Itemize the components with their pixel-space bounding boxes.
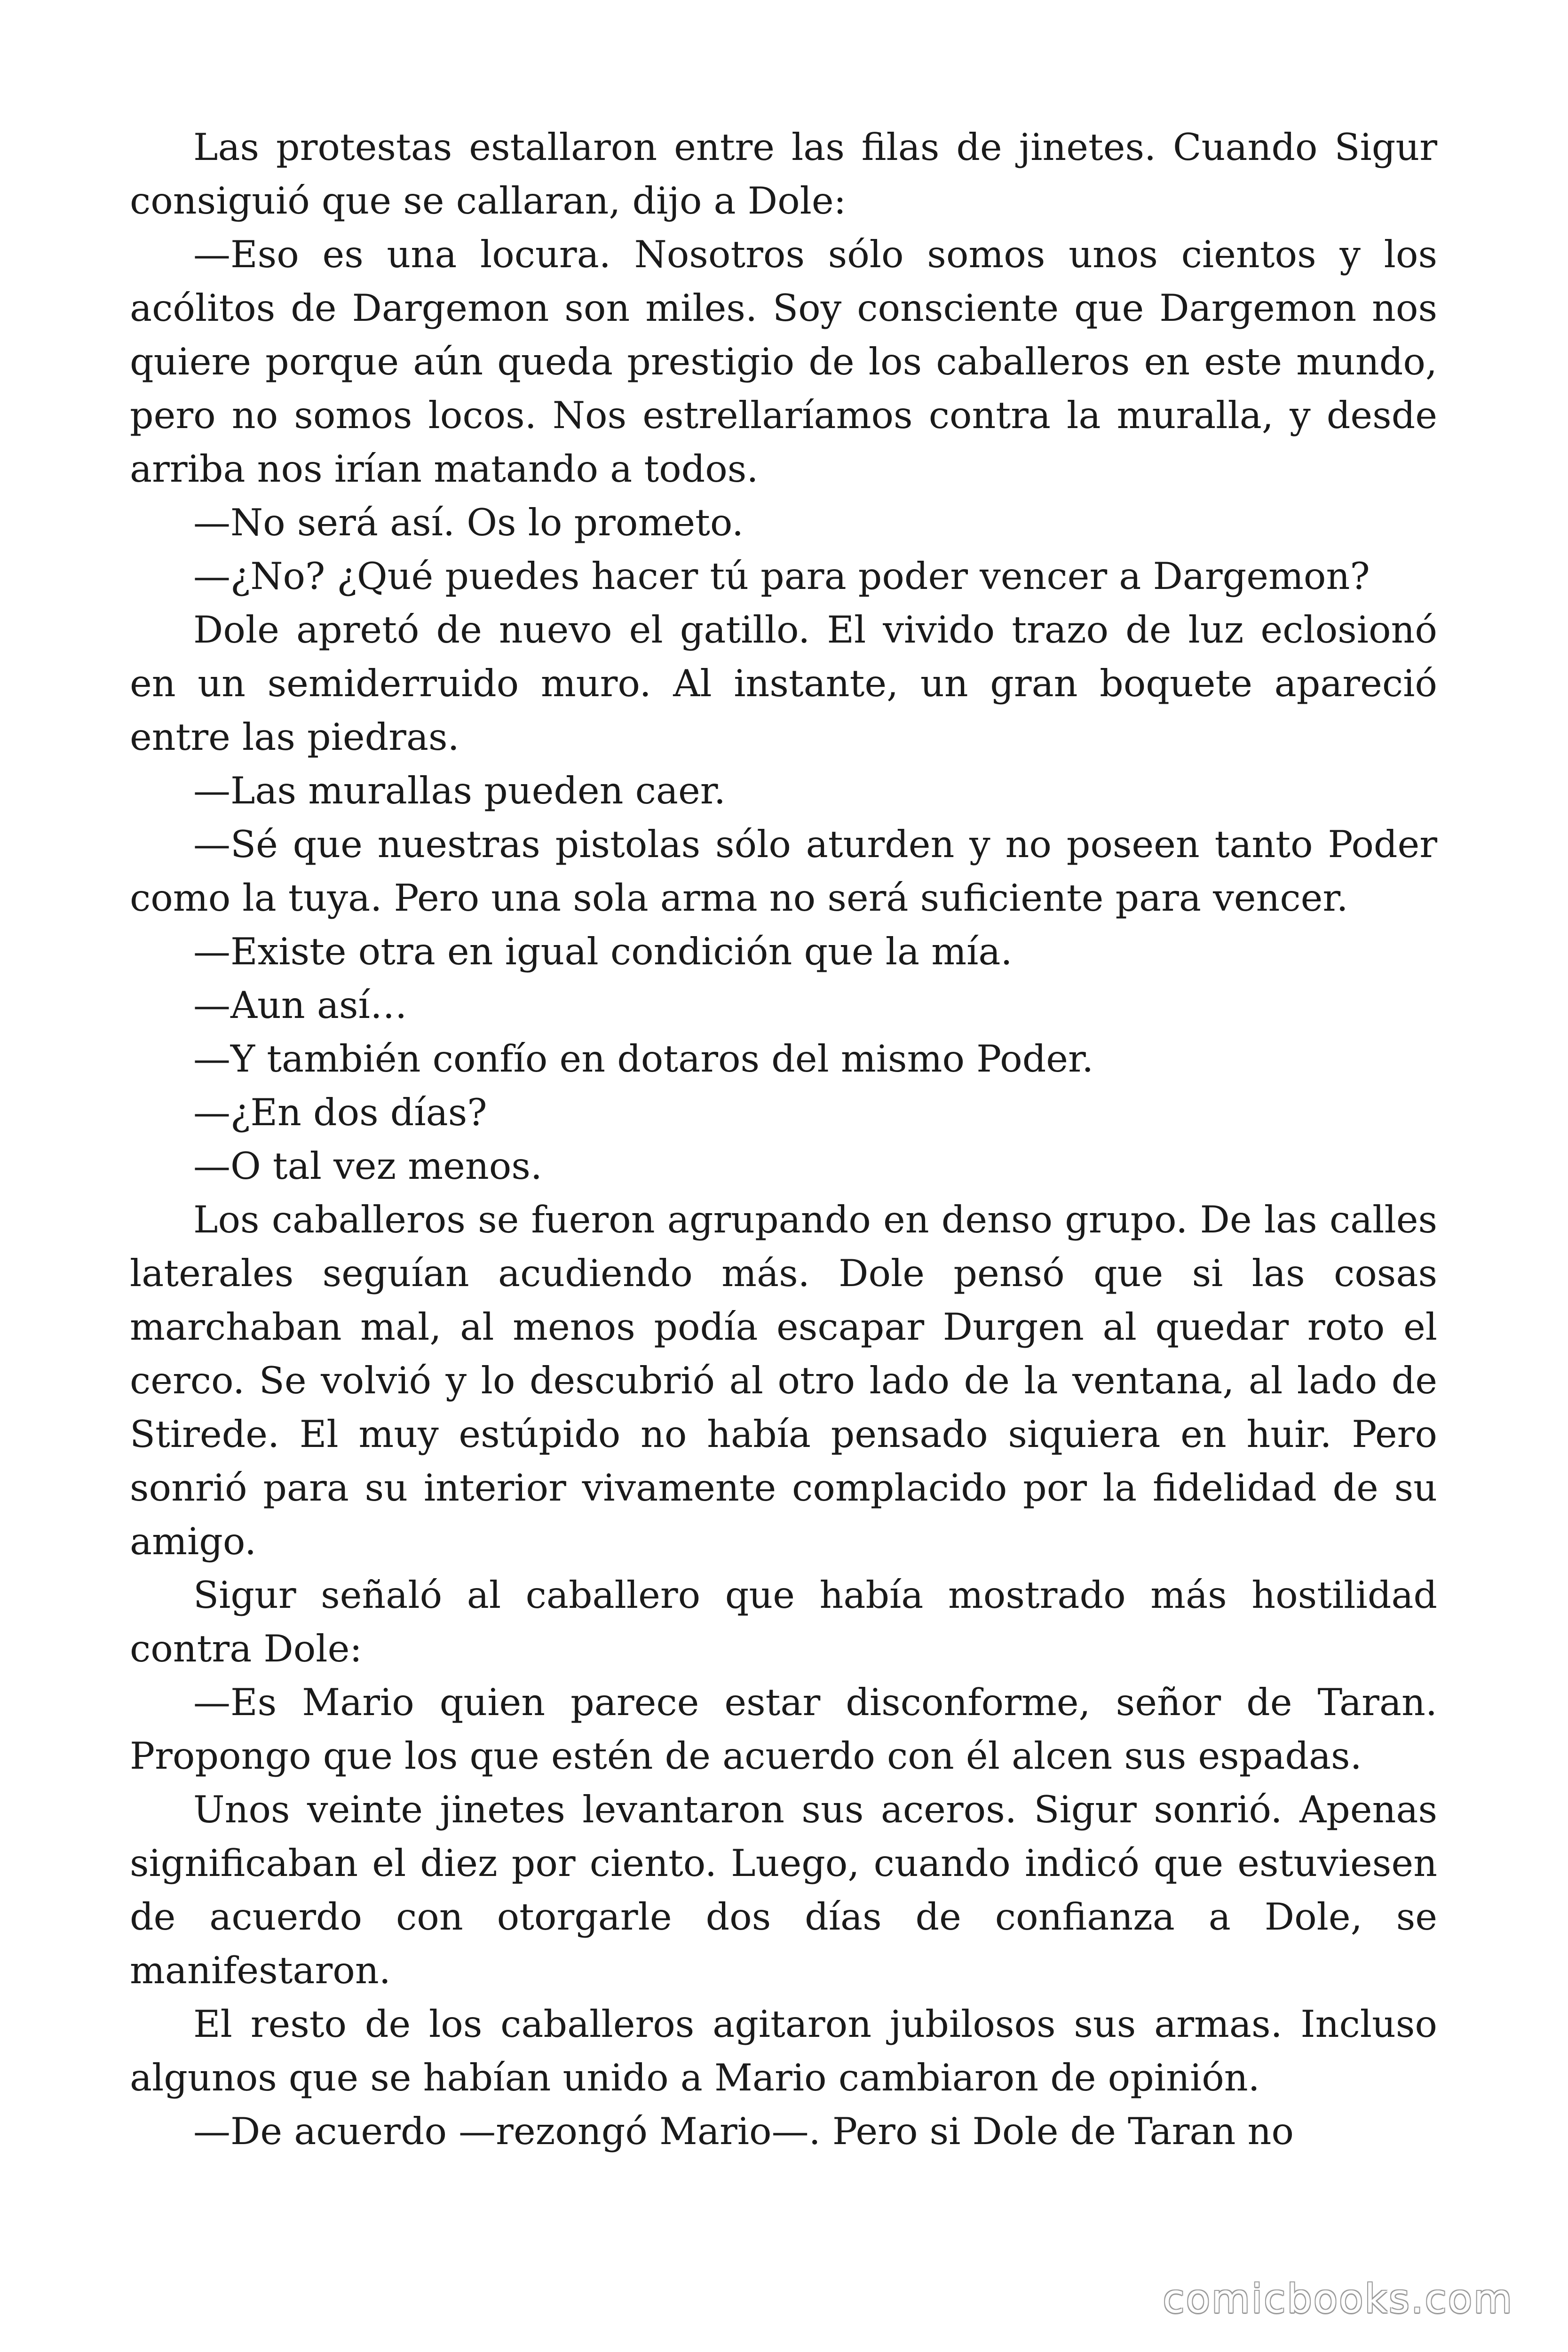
- paragraph: —Existe otra en igual condición que la mía.: [193, 930, 1013, 973]
- paragraph: Sigur señaló al caballero que había mostrado más hostilidad contra Dole:: [130, 1573, 1437, 1670]
- paragraph: —Sé que nuestras pistolas sólo aturden y no poseen tanto Poder como la tuya. Pero una sola arma no será suficiente para vencer.: [130, 823, 1437, 920]
- paragraph: —¿En dos días?: [193, 1091, 487, 1134]
- page-text: [130, 120, 1437, 2158]
- paragraph: —No será así. Os lo prometo.: [193, 501, 744, 544]
- paragraph: —Eso es una locura. Nosotros sólo somos unos cientos y los acólitos de Dargemon son miles. Soy consciente que Dargemon nos quiere porque aún queda prestigio de los caballeros en este mundo, pero no somos locos. Nos estrellaríamos contra la muralla, y desde arriba nos irían matando a todos.: [130, 233, 1437, 491]
- paragraph: —¿No? ¿Qué puedes hacer tú para poder vencer a Dargemon?: [193, 555, 1370, 598]
- paragraph: —Es Mario quien parece estar disconforme, señor de Taran. Propongo que los que estén de acuerdo con él alcen sus espadas.: [130, 1681, 1437, 1778]
- paragraph: Los caballeros se fueron agrupando en denso grupo. De las calles laterales seguían acudiendo más. Dole pensó que si las cosas marchaban mal, al menos podía escapar Durgen al quedar roto el cerco. Se volvió y lo descubrió al otro lado de la ventana, al lado de Stirede. El muy estúpido no había pensado siquiera en huir. Pero sonrió para su interior vivamente complacido por la fidelidad de su amigo.: [130, 1198, 1437, 1563]
- paragraph: Unos veinte jinetes levantaron sus aceros. Sigur sonrió. Apenas significaban el diez por ciento. Luego, cuando indicó que estuviesen de acuerdo con otorgarle dos días de confianza a Dole, se manifestaron.: [130, 1788, 1437, 1992]
- paragraph: Las protestas estallaron entre las filas de jinetes. Cuando Sigur consiguió que se callaran, dijo a Dole:: [130, 126, 1437, 222]
- watermark: comicbooks.com: [1163, 2276, 1513, 2322]
- paragraph: —Aun así…: [193, 984, 407, 1027]
- paragraph: Dole apretó de nuevo el gatillo. El vivido trazo de luz eclosionó en un semiderruido muro. Al instante, un gran boquete apareció entre las piedras.: [130, 608, 1437, 759]
- paragraph: —Las murallas pueden caer.: [193, 769, 726, 812]
- paragraph: —De acuerdo —rezongó Mario—. Pero si Dole de Taran no: [193, 2110, 1294, 2153]
- paragraph: —Y también confío en dotaros del mismo Poder.: [193, 1037, 1094, 1081]
- paragraph: El resto de los caballeros agitaron jubilosos sus armas. Incluso algunos que se habían unido a Mario cambiaron de opinión.: [130, 2002, 1437, 2099]
- paragraph: —O tal vez menos.: [193, 1144, 542, 1188]
